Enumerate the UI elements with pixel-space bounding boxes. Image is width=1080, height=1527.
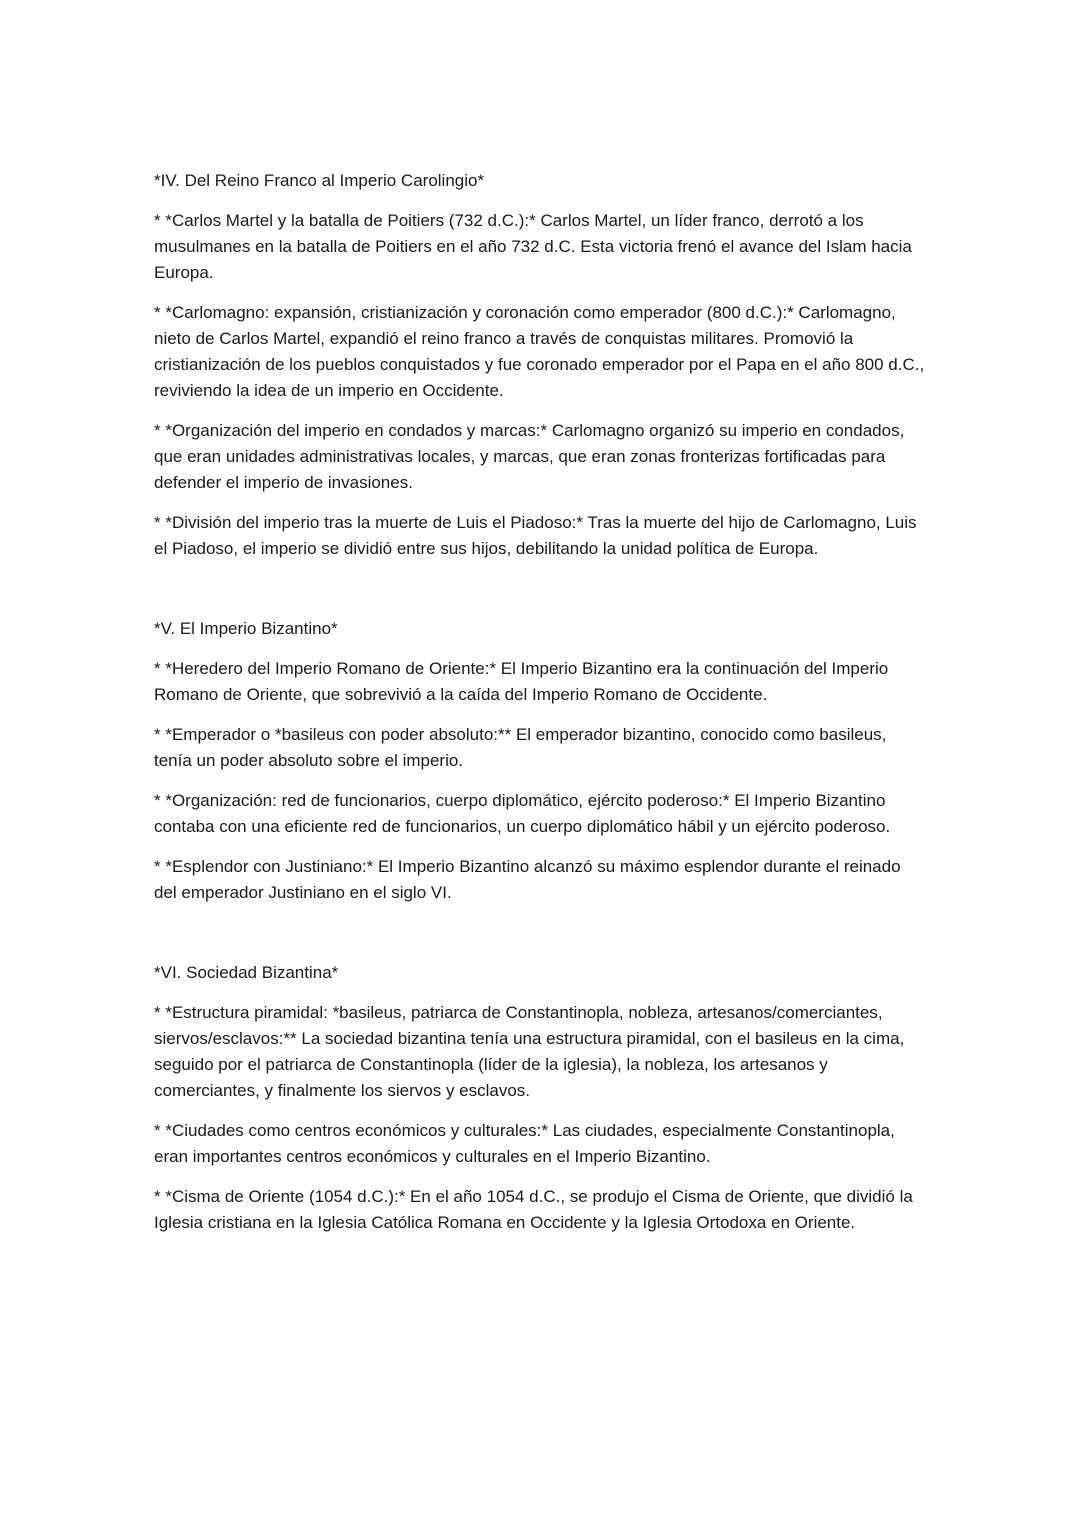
section-title: *V. El Imperio Bizantino*	[154, 619, 338, 638]
list-item: * *Organización del imperio en condados y marcas:* Carlomagno organizó su imperio en condados, que eran unidades administrativas locales, y marcas, que eran zonas fronterizas fortificadas para defender el imperio de invasiones.	[154, 421, 905, 492]
section-v	[154, 616, 926, 906]
list-item: * *Cisma de Oriente (1054 d.C.):* En el año 1054 d.C., se produjo el Cisma de Oriente, que dividió la Iglesia cristiana en la Iglesia Católica Romana en Occidente y la Iglesia Ortodoxa en Oriente.	[154, 1187, 913, 1232]
list-item: * *División del imperio tras la muerte de Luis el Piadoso:* Tras la muerte del hijo de Carlomagno, Luis el Piadoso, el imperio se dividió entre sus hijos, debilitando la unidad política de Europa.	[154, 513, 917, 558]
section-gap	[154, 920, 926, 960]
section-vi	[154, 960, 926, 1236]
section-iv	[154, 168, 926, 562]
section-title: *IV. Del Reino Franco al Imperio Carolingio*	[154, 171, 485, 190]
list-item: * *Carlomagno: expansión, cristianización y coronación como emperador (800 d.C.):* Carlomagno, nieto de Carlos Martel, expandió el reino franco a través de conquistas militares. Promovió la cristianización de los pueblos conquistados y fue coronado emperador por el Papa en el año 800 d.C., reviviendo la idea de un imperio en Occidente.	[154, 303, 925, 400]
list-item: * *Ciudades como centros económicos y culturales:* Las ciudades, especialmente Constantinopla, eran importantes centros económicos y culturales en el Imperio Bizantino.	[154, 1121, 895, 1166]
list-item: * *Emperador o *basileus con poder absoluto:** El emperador bizantino, conocido como basileus, tenía un poder absoluto sobre el imperio.	[154, 725, 887, 770]
list-item: * *Heredero del Imperio Romano de Oriente:* El Imperio Bizantino era la continuación del Imperio Romano de Oriente, que sobrevivió a la caída del Imperio Romano de Occidente.	[154, 659, 889, 704]
document-page	[154, 168, 926, 1250]
list-item: * *Carlos Martel y la batalla de Poitiers (732 d.C.):* Carlos Martel, un líder franco, derrotó a los musulmanes en la batalla de Poitiers en el año 732 d.C. Esta victoria frenó el avance del Islam hacia Europa.	[154, 211, 912, 282]
list-item: * *Esplendor con Justiniano:* El Imperio Bizantino alcanzó su máximo esplendor durante el reinado del emperador Justiniano en el siglo VI.	[154, 857, 901, 902]
section-title: *VI. Sociedad Bizantina*	[154, 963, 339, 982]
section-gap	[154, 576, 926, 616]
list-item: * *Estructura piramidal: *basileus, patriarca de Constantinopla, nobleza, artesanos/comerciantes, siervos/esclavos:** La sociedad bizantina tenía una estructura piramidal, con el basileus en la cima, seguido por el patriarca de Constantinopla (líder de la iglesia), la nobleza, los artesanos y comerciantes, y finalmente los siervos y esclavos.	[154, 1003, 905, 1100]
list-item: * *Organización: red de funcionarios, cuerpo diplomático, ejército poderoso:* El Imperio Bizantino contaba con una eficiente red de funcionarios, un cuerpo diplomático hábil y un ejército poderoso.	[154, 791, 891, 836]
